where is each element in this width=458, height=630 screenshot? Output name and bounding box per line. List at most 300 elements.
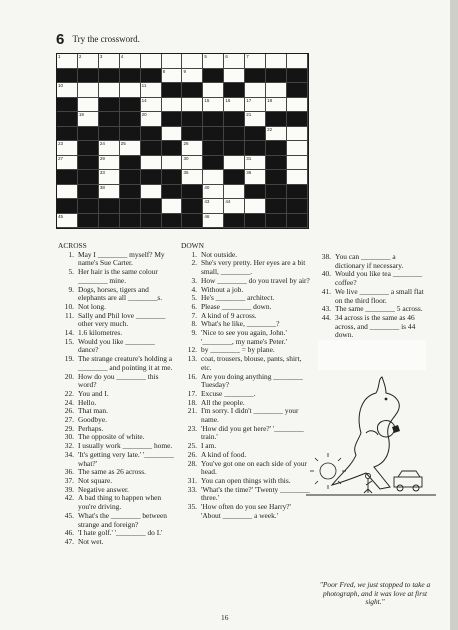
grid-cell[interactable] bbox=[162, 199, 183, 214]
clue-number: 7 bbox=[246, 54, 249, 59]
clue-label: 39. bbox=[64, 484, 74, 494]
clue-label: 7. bbox=[191, 310, 197, 320]
grid-block bbox=[57, 69, 78, 84]
clue-label: 19. bbox=[64, 354, 74, 364]
grid-cell[interactable] bbox=[99, 170, 120, 185]
cartoon-caption: "Poor Fred, we just stopped to take a photograph, and it was love at first sight." bbox=[319, 580, 431, 607]
clue-label: 1. bbox=[191, 249, 197, 259]
grid-block bbox=[120, 214, 141, 229]
grid-block bbox=[203, 127, 224, 142]
grid-block bbox=[182, 127, 203, 142]
grid-block bbox=[245, 185, 266, 200]
clue-text: The strange creature's holding a ________ and pointing it at me. bbox=[78, 354, 173, 372]
grid-block bbox=[224, 170, 245, 185]
grid-cell[interactable] bbox=[266, 54, 287, 69]
clue bbox=[58, 407, 176, 416]
clue-number: 29 bbox=[99, 155, 105, 161]
grid-cell[interactable] bbox=[224, 54, 245, 69]
clue-label: 9. bbox=[68, 284, 74, 294]
clue-number: 14 bbox=[141, 97, 147, 103]
grid-block bbox=[162, 185, 183, 200]
grid-cell[interactable] bbox=[141, 83, 162, 98]
grid-cell[interactable] bbox=[57, 185, 78, 200]
grid-cell[interactable] bbox=[203, 54, 224, 69]
clue-number: 33 bbox=[99, 170, 105, 175]
grid-block bbox=[182, 199, 203, 214]
grid-cell[interactable] bbox=[182, 156, 203, 171]
clue-text: All the people. bbox=[201, 397, 245, 407]
grid-block bbox=[120, 112, 141, 127]
grid-cell[interactable] bbox=[162, 98, 183, 113]
grid-block bbox=[224, 83, 245, 98]
blank-patch bbox=[318, 340, 426, 370]
grid-cell[interactable] bbox=[162, 69, 183, 84]
clue-text: A bad thing to happen when you're driving. bbox=[78, 493, 162, 512]
clue-number: 18 bbox=[267, 97, 273, 103]
grid-block bbox=[78, 141, 99, 156]
clue-number: 44 bbox=[225, 199, 231, 204]
clue-number: 36 bbox=[246, 170, 252, 175]
grid-cell[interactable] bbox=[203, 83, 224, 98]
grid-block bbox=[57, 170, 78, 185]
grid-block bbox=[57, 199, 78, 214]
grid-cell[interactable] bbox=[245, 98, 266, 113]
clue-label: 14. bbox=[64, 328, 74, 338]
grid-block bbox=[120, 98, 141, 113]
grid-cell[interactable] bbox=[182, 54, 203, 69]
grid-block bbox=[141, 127, 162, 142]
grid-block bbox=[287, 83, 308, 98]
grid-block bbox=[120, 199, 141, 214]
clue-number: 19 bbox=[78, 112, 84, 117]
clue-number: 3 bbox=[99, 54, 103, 59]
clue bbox=[58, 512, 176, 529]
grid-cell[interactable] bbox=[224, 156, 245, 171]
grid-cell[interactable] bbox=[245, 156, 266, 171]
clue-text: Hello. bbox=[78, 397, 97, 407]
clue-label: 5. bbox=[68, 267, 74, 277]
down-heading: DOWN bbox=[181, 241, 204, 250]
clue-number: 5 bbox=[204, 54, 207, 59]
clue bbox=[58, 373, 176, 390]
clue bbox=[58, 451, 176, 468]
across-clues bbox=[58, 242, 176, 547]
grid-cell[interactable] bbox=[224, 185, 245, 200]
clue-text: A kind of food. bbox=[201, 449, 247, 459]
clue-text: 34 across is the same as 46 across, and ________ is 44 down. bbox=[335, 312, 416, 340]
clue-text: 'It's getting very late.' '________ what?' bbox=[78, 449, 174, 468]
down-clues bbox=[181, 242, 310, 521]
clue-text: Dogs, horses, tigers and elephants are all ________s. bbox=[78, 284, 163, 303]
grid-cell[interactable] bbox=[141, 156, 162, 171]
clue bbox=[181, 259, 310, 276]
grid-block bbox=[120, 170, 141, 185]
clue bbox=[58, 268, 176, 285]
clue-text: Her hair is the same colour ________ mine. bbox=[78, 267, 158, 285]
grid-block bbox=[203, 69, 224, 84]
clue-number: 46 bbox=[204, 213, 210, 219]
grid-cell[interactable] bbox=[203, 98, 224, 113]
grid-block bbox=[99, 98, 120, 113]
clue-text: May I ________ myself? My name's Sue Carter. bbox=[78, 249, 165, 268]
clue-number: 25 bbox=[120, 141, 126, 146]
grid-block bbox=[287, 185, 308, 200]
clue-label: 31. bbox=[187, 475, 197, 485]
grid-cell[interactable] bbox=[141, 112, 162, 127]
clue-text: I am. bbox=[201, 441, 217, 451]
grid-block bbox=[224, 141, 245, 156]
grid-block bbox=[266, 185, 287, 200]
grid-block bbox=[120, 127, 141, 142]
clue-label: 4. bbox=[191, 284, 197, 294]
clue-label: 29. bbox=[64, 423, 74, 433]
grid-cell[interactable] bbox=[182, 170, 203, 185]
grid-cell[interactable] bbox=[120, 141, 141, 156]
exercise-title bbox=[56, 31, 140, 48]
grid-block bbox=[266, 112, 287, 127]
clue bbox=[181, 355, 310, 372]
grid-block bbox=[224, 127, 245, 142]
grid-cell[interactable] bbox=[162, 54, 183, 69]
clue bbox=[315, 314, 425, 340]
clue-text: Not square. bbox=[78, 475, 113, 485]
clue-label: 32. bbox=[64, 441, 74, 451]
clue bbox=[58, 468, 176, 477]
clue-text: That man. bbox=[78, 406, 108, 416]
clue-text: 'How did you get here?' '________ train.' bbox=[201, 423, 304, 442]
grid-block bbox=[99, 112, 120, 127]
clue-text: I usually work ________ home. bbox=[78, 441, 173, 451]
grid-cell[interactable] bbox=[182, 141, 203, 156]
grid-cell[interactable] bbox=[287, 98, 308, 113]
clue-label: 30. bbox=[64, 432, 74, 442]
grid-cell[interactable] bbox=[120, 54, 141, 69]
clue-text: 'What's the time?' 'Twenty ________ three.' bbox=[201, 484, 310, 503]
clue-text: Are you doing anything ________ Tuesday? bbox=[201, 371, 303, 390]
grid-block bbox=[162, 214, 183, 229]
grid-block bbox=[245, 214, 266, 229]
grid-cell[interactable] bbox=[266, 83, 287, 98]
grid-cell[interactable] bbox=[203, 199, 224, 214]
clue-text: She's very pretty. Her eyes are a bit small, ________. bbox=[201, 258, 306, 277]
down-clues-continued bbox=[315, 253, 425, 340]
grid-block bbox=[182, 214, 203, 229]
clue-number: 38 bbox=[99, 184, 105, 190]
clue-label: 23. bbox=[187, 423, 197, 433]
grid-cell[interactable] bbox=[266, 98, 287, 113]
grid-block bbox=[266, 170, 287, 185]
clue-text: by ________ = by plane. bbox=[201, 345, 275, 355]
clue-text: What's the ________ between strange and foreign? bbox=[78, 510, 167, 529]
clue bbox=[181, 425, 310, 442]
grid-block bbox=[266, 199, 287, 214]
clue-text: We live ________ a small flat on the third floor. bbox=[335, 286, 424, 305]
clue-number: 27 bbox=[58, 155, 64, 161]
grid-cell[interactable] bbox=[99, 83, 120, 98]
grid-block bbox=[57, 127, 78, 142]
clue-label: 5. bbox=[191, 293, 197, 303]
clue bbox=[58, 494, 176, 511]
clue bbox=[181, 407, 310, 424]
grid-cell[interactable] bbox=[78, 54, 99, 69]
grid-block bbox=[266, 141, 287, 156]
clue-number: 6 bbox=[225, 54, 228, 59]
grid-block bbox=[203, 156, 224, 171]
grid-cell[interactable] bbox=[287, 170, 308, 185]
clue-label: 13. bbox=[187, 354, 197, 364]
clue-label: 8. bbox=[191, 319, 197, 329]
grid-block bbox=[99, 127, 120, 142]
clue-label: 37. bbox=[64, 475, 74, 485]
clue-number: 16 bbox=[225, 97, 231, 103]
grid-cell[interactable] bbox=[203, 170, 224, 185]
grid-block bbox=[203, 141, 224, 156]
crossword-grid bbox=[56, 53, 309, 229]
grid-block bbox=[245, 141, 266, 156]
clue-text: 1.6 kilometres. bbox=[78, 328, 123, 338]
clue-number: 11 bbox=[141, 83, 147, 88]
grid-block bbox=[266, 214, 287, 229]
clue bbox=[58, 251, 176, 268]
clue-text: The same as 26 across. bbox=[78, 467, 146, 477]
clue-text: You can ________ a dictionary if necessary. bbox=[335, 252, 404, 270]
clue-number: 26 bbox=[183, 141, 189, 146]
clue-label: 22. bbox=[64, 388, 74, 398]
grid-cell[interactable] bbox=[99, 54, 120, 69]
grid-cell[interactable] bbox=[57, 54, 78, 69]
clue-label: 25. bbox=[187, 441, 197, 451]
grid-block bbox=[141, 214, 162, 229]
clue-text: Not wet. bbox=[78, 536, 104, 546]
clue-label: 15. bbox=[64, 336, 74, 346]
grid-block bbox=[182, 112, 203, 127]
clue bbox=[58, 312, 176, 329]
grid-block bbox=[141, 170, 162, 185]
grid-cell[interactable] bbox=[141, 185, 162, 200]
grid-cell[interactable] bbox=[57, 214, 78, 229]
clue-label: 41. bbox=[321, 286, 331, 296]
grid-cell[interactable] bbox=[182, 98, 203, 113]
grid-cell[interactable] bbox=[162, 127, 183, 142]
clue-number: 1 bbox=[58, 54, 61, 59]
clue-text: He's ________ architect. bbox=[201, 293, 275, 303]
grid-cell[interactable] bbox=[287, 54, 308, 69]
clue-label: 28. bbox=[187, 458, 197, 468]
clue bbox=[181, 460, 310, 477]
grid-block bbox=[245, 127, 266, 142]
grid-block bbox=[287, 112, 308, 127]
clue-number: 23 bbox=[58, 141, 64, 146]
clue-text: The same ________ 5 across. bbox=[335, 304, 423, 314]
grid-block bbox=[78, 199, 99, 214]
grid-cell[interactable] bbox=[162, 156, 183, 171]
clue-label: 43. bbox=[321, 304, 331, 314]
clue-label: 47. bbox=[64, 536, 74, 546]
grid-cell[interactable] bbox=[78, 98, 99, 113]
clue-label: 46. bbox=[64, 528, 74, 538]
grid-block bbox=[162, 141, 183, 156]
clue bbox=[181, 329, 310, 346]
clue-text: Without a job. bbox=[201, 284, 244, 294]
clue-text: You've got one on each side of your head. bbox=[201, 458, 307, 477]
clue-label: 3. bbox=[191, 275, 197, 285]
clue-number: 40 bbox=[204, 184, 210, 190]
clue-text: The opposite of white. bbox=[78, 432, 145, 442]
clue-text: Perhaps. bbox=[78, 423, 104, 433]
exercise-instruction: Try the crossword. bbox=[72, 34, 140, 44]
clue-text: Please ________ down. bbox=[201, 301, 272, 311]
grid-cell[interactable] bbox=[245, 170, 266, 185]
grid-block bbox=[141, 69, 162, 84]
grid-block bbox=[287, 69, 308, 84]
clue-text: Would you like tea ________ coffee? bbox=[335, 269, 423, 288]
grid-cell[interactable] bbox=[245, 199, 266, 214]
grid-block bbox=[99, 199, 120, 214]
grid-block bbox=[99, 69, 120, 84]
clue-label: 10. bbox=[64, 301, 74, 311]
grid-cell[interactable] bbox=[141, 98, 162, 113]
page-edge bbox=[450, 0, 458, 630]
clue bbox=[181, 373, 310, 390]
grid-cell[interactable] bbox=[99, 156, 120, 171]
clue-number: 20 bbox=[141, 112, 147, 117]
clue-text: You can open things with this. bbox=[201, 475, 291, 485]
clue-number: 15 bbox=[204, 97, 210, 103]
clue-label: 20. bbox=[64, 371, 74, 381]
grid-block bbox=[245, 69, 266, 84]
grid-cell[interactable] bbox=[203, 185, 224, 200]
clue-label: 2. bbox=[191, 258, 197, 268]
clue-label: 12. bbox=[187, 345, 197, 355]
clue-text: 'How often do you see Harry?' 'About ________ a week.' bbox=[201, 502, 291, 520]
grid-block bbox=[141, 199, 162, 214]
grid-cell[interactable] bbox=[224, 199, 245, 214]
clue-number: 24 bbox=[99, 141, 105, 146]
clue-number: 43 bbox=[204, 199, 210, 204]
grid-cell[interactable] bbox=[287, 156, 308, 171]
clue-label: 17. bbox=[187, 388, 197, 398]
grid-block bbox=[57, 112, 78, 127]
clue bbox=[58, 529, 176, 538]
grid-cell[interactable] bbox=[99, 141, 120, 156]
grid-block bbox=[99, 214, 120, 229]
clue-text: You and I. bbox=[78, 388, 109, 398]
grid-cell[interactable] bbox=[245, 54, 266, 69]
grid-block bbox=[182, 185, 203, 200]
clue-number: 4 bbox=[120, 54, 124, 59]
grid-cell[interactable] bbox=[57, 156, 78, 171]
clue bbox=[58, 286, 176, 303]
clue-text: I'm sorry. I didn't ________ your name. bbox=[201, 406, 299, 425]
clue-label: 6. bbox=[191, 301, 197, 311]
clue bbox=[315, 253, 425, 270]
grid-block bbox=[182, 83, 203, 98]
clue-label: 27. bbox=[64, 415, 74, 425]
grid-cell[interactable] bbox=[120, 83, 141, 98]
grid-cell[interactable] bbox=[224, 69, 245, 84]
clue-number: 8 bbox=[162, 68, 166, 74]
grid-block bbox=[266, 156, 287, 171]
clue-label: 44. bbox=[321, 312, 331, 322]
grid-cell[interactable] bbox=[245, 112, 266, 127]
grid-cell[interactable] bbox=[287, 141, 308, 156]
clue-label: 26. bbox=[187, 449, 197, 459]
clue bbox=[58, 390, 176, 399]
clue-number: 2 bbox=[78, 54, 82, 59]
clue-number: 30 bbox=[183, 155, 189, 161]
grid-block bbox=[78, 185, 99, 200]
clue-label: 36. bbox=[64, 467, 74, 477]
clue-number: 9 bbox=[183, 68, 186, 74]
grid-block bbox=[287, 214, 308, 229]
clue-text: 'I hate golf.' '________ do I.' bbox=[78, 528, 163, 538]
grid-cell[interactable] bbox=[224, 98, 245, 113]
grid-cell[interactable] bbox=[287, 127, 308, 142]
grid-block bbox=[266, 69, 287, 84]
grid-cell[interactable] bbox=[57, 141, 78, 156]
grid-cell[interactable] bbox=[203, 214, 224, 229]
clue-number: 17 bbox=[246, 97, 252, 103]
grid-cell[interactable] bbox=[266, 127, 287, 142]
clue bbox=[315, 288, 425, 305]
grid-block bbox=[287, 199, 308, 214]
clue bbox=[181, 503, 310, 520]
grid-block bbox=[162, 83, 183, 98]
clue-number: 35 bbox=[183, 170, 189, 175]
clue-label: 34. bbox=[64, 449, 74, 459]
clue bbox=[315, 270, 425, 287]
grid-block bbox=[78, 127, 99, 142]
clue-label: 26. bbox=[64, 406, 74, 416]
clue-text: Not long. bbox=[78, 301, 106, 311]
grid-cell[interactable] bbox=[57, 83, 78, 98]
clue bbox=[58, 338, 176, 355]
clue-label: 1. bbox=[68, 249, 74, 259]
clue bbox=[58, 538, 176, 547]
clue-label: 35. bbox=[187, 502, 197, 512]
grid-block bbox=[224, 112, 245, 127]
clue-label: 38. bbox=[321, 252, 331, 261]
clue-label: 11. bbox=[65, 310, 74, 320]
grid-cell[interactable] bbox=[99, 185, 120, 200]
grid-block bbox=[57, 98, 78, 113]
grid-block bbox=[78, 69, 99, 84]
clue-label: 45. bbox=[64, 510, 74, 520]
clue-text: coat, trousers, blouse, pants, shirt, etc. bbox=[201, 354, 302, 372]
across-heading: ACROSS bbox=[58, 241, 87, 250]
clue-text: Excuse ________. bbox=[201, 388, 256, 398]
clue-number: 10 bbox=[58, 83, 64, 88]
grid-cell[interactable] bbox=[78, 83, 99, 98]
grid-cell[interactable] bbox=[245, 83, 266, 98]
clue-text: Goodbye. bbox=[78, 415, 107, 425]
kangaroo-illustration bbox=[306, 375, 436, 505]
grid-block bbox=[162, 170, 183, 185]
grid-block bbox=[203, 112, 224, 127]
clue-text: Sally and Phil love ________ other very much. bbox=[78, 310, 166, 329]
clue-label: 18. bbox=[187, 397, 197, 407]
grid-block bbox=[141, 141, 162, 156]
clue-text: How ________ do you travel by air? bbox=[201, 275, 310, 285]
clue-label: 16. bbox=[187, 371, 197, 381]
grid-cell[interactable] bbox=[182, 69, 203, 84]
grid-cell[interactable] bbox=[141, 54, 162, 69]
clue bbox=[58, 399, 176, 408]
clue bbox=[58, 416, 176, 425]
grid-cell[interactable] bbox=[78, 112, 99, 127]
clue bbox=[181, 486, 310, 503]
grid-block bbox=[120, 156, 141, 171]
